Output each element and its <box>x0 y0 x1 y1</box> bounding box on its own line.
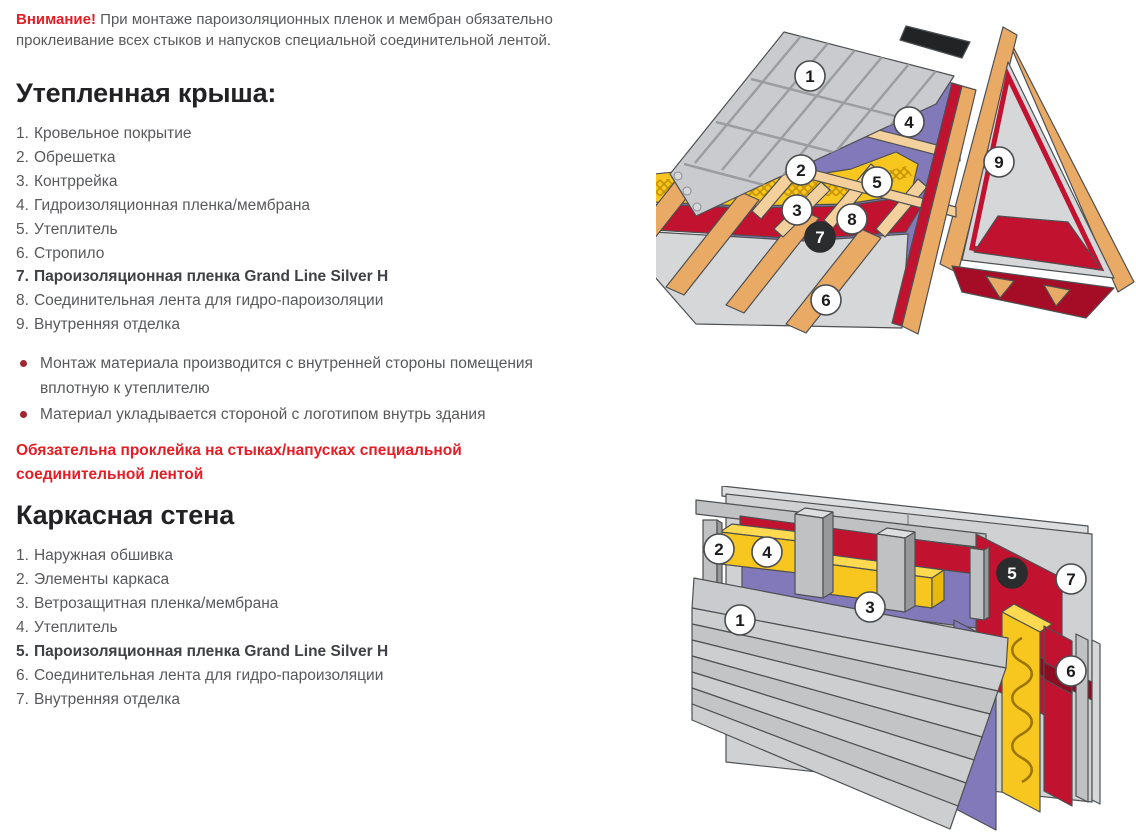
item-text: Внутренняя отделка <box>33 690 180 708</box>
vapor-barrier-panel <box>1044 626 1072 806</box>
installation-notes-list <box>16 351 594 427</box>
callout-3 <box>782 195 812 225</box>
item-number: 2. <box>16 148 29 166</box>
callout-number: 6 <box>821 291 831 310</box>
callout-number: 1 <box>805 67 815 86</box>
item-text: Внутренняя отделка <box>33 316 180 334</box>
warning-paragraph <box>16 9 626 51</box>
wall-list-item <box>16 664 626 688</box>
wall-list-item <box>16 616 626 640</box>
callout-4 <box>894 107 924 137</box>
callout-number: 7 <box>815 228 825 247</box>
lining-board <box>1092 640 1100 804</box>
item-number: 2. <box>16 571 29 589</box>
roof-list-item <box>16 265 626 289</box>
roof-list-item <box>16 122 626 146</box>
callout-number: 5 <box>872 173 882 192</box>
wall-diagram <box>676 486 1128 836</box>
callout-number: 8 <box>847 210 857 229</box>
roof-list-item <box>16 289 626 313</box>
roof-list-item <box>16 242 626 266</box>
item-text: Обрешетка <box>33 148 116 166</box>
callout-8 <box>837 204 867 234</box>
wall-list-item <box>16 592 626 616</box>
ridge-cap <box>900 26 970 58</box>
roof-diagram <box>656 24 1136 338</box>
wall-list-item <box>16 568 626 592</box>
callout-number: 9 <box>994 153 1004 172</box>
callout-number: 2 <box>714 540 724 559</box>
stud-side <box>984 547 989 620</box>
callout-2 <box>704 534 734 564</box>
item-number: 4. <box>16 196 29 214</box>
item-text: Пароизоляционная пленка Grand Line Silver H <box>33 268 389 286</box>
tile-end <box>683 187 691 195</box>
item-number: 1. <box>16 125 29 142</box>
item-number: 6. <box>16 244 29 262</box>
tile-end <box>693 203 701 211</box>
callout-7 <box>805 222 835 252</box>
item-text: Кровельное покрытие <box>33 125 192 142</box>
callout-6 <box>1056 656 1086 686</box>
item-text: Утеплитель <box>33 220 118 238</box>
wall-section-heading: Каркасная стена <box>16 500 235 531</box>
item-text: Стропило <box>33 244 105 262</box>
item-text: Утеплитель <box>33 618 118 636</box>
callout-number: 4 <box>904 113 914 132</box>
item-number: 6. <box>16 666 29 684</box>
stud <box>970 548 984 620</box>
wall-components-list <box>16 544 626 711</box>
item-number: 5. <box>16 220 29 238</box>
note-item: Монтаж материала производится с внутренней стороны помещения вплотную к утеплителю <box>16 351 594 401</box>
item-text: Гидроизоляционная пленка/мембрана <box>33 196 311 214</box>
item-text: Контррейка <box>33 172 118 190</box>
warning-label: Внимание! <box>16 11 96 28</box>
roof-components-list <box>16 122 626 337</box>
stud-side <box>823 512 833 598</box>
callout-9 <box>984 147 1014 177</box>
item-text: Наружная обшивка <box>33 547 173 565</box>
roof-list-item <box>16 218 626 242</box>
note-item: Материал укладывается стороной с логотипом внутрь здания <box>16 402 594 427</box>
callout-4 <box>752 537 782 567</box>
item-number: 8. <box>16 292 29 310</box>
callout-number: 3 <box>865 598 875 617</box>
item-text: Элементы каркаса <box>33 571 170 589</box>
red-note: Обязательна проклейка на стыках/напусках специальной соединительной лентой <box>16 442 462 484</box>
callout-2 <box>786 155 816 185</box>
item-number: 7. <box>16 268 29 286</box>
wall-list-item <box>16 544 626 568</box>
wall-list-item <box>16 688 626 712</box>
callout-5 <box>997 558 1027 588</box>
item-number: 7. <box>16 690 29 708</box>
callout-number: 5 <box>1007 564 1017 583</box>
item-number: 4. <box>16 618 29 636</box>
stud-side <box>905 532 915 612</box>
tile-end <box>674 172 682 180</box>
callout-1 <box>795 61 825 91</box>
callout-number: 1 <box>735 611 745 630</box>
warning-text: При монтаже пароизоляционных пленок и мембран обязательно проклеивание всех стыков и напусков специальной соединительной лентой. <box>16 11 553 49</box>
callout-number: 4 <box>762 543 772 562</box>
item-text: Соединительная лента для гидро-пароизоляции <box>33 292 384 310</box>
callout-5 <box>862 167 892 197</box>
text-column <box>16 0 626 712</box>
roof-section-heading: Утепленная крыша: <box>16 78 277 108</box>
wall-list-item <box>16 640 626 664</box>
callout-number: 3 <box>792 201 802 220</box>
roof-list-item <box>16 170 626 194</box>
item-number: 1. <box>16 547 29 565</box>
roof-list-item <box>16 194 626 218</box>
callout-7 <box>1056 564 1086 594</box>
roof-list-item <box>16 146 626 170</box>
roof-list-item <box>16 313 626 337</box>
item-number: 9. <box>16 316 29 334</box>
callout-3 <box>855 592 885 622</box>
roof-gable <box>940 27 1134 318</box>
callout-number: 6 <box>1066 662 1076 681</box>
item-number: 3. <box>16 594 29 612</box>
callout-1 <box>725 605 755 635</box>
item-text: Ветрозащитная пленка/мембрана <box>33 594 279 612</box>
callout-number: 7 <box>1066 570 1076 589</box>
item-number: 5. <box>16 642 29 660</box>
stud <box>795 514 823 598</box>
item-number: 3. <box>16 172 29 190</box>
item-text: Соединительная лента для гидро-пароизоляции <box>33 666 384 684</box>
callout-number: 2 <box>796 161 806 180</box>
callout-6 <box>811 285 841 315</box>
item-text: Пароизоляционная пленка Grand Line Silver H <box>33 642 389 660</box>
